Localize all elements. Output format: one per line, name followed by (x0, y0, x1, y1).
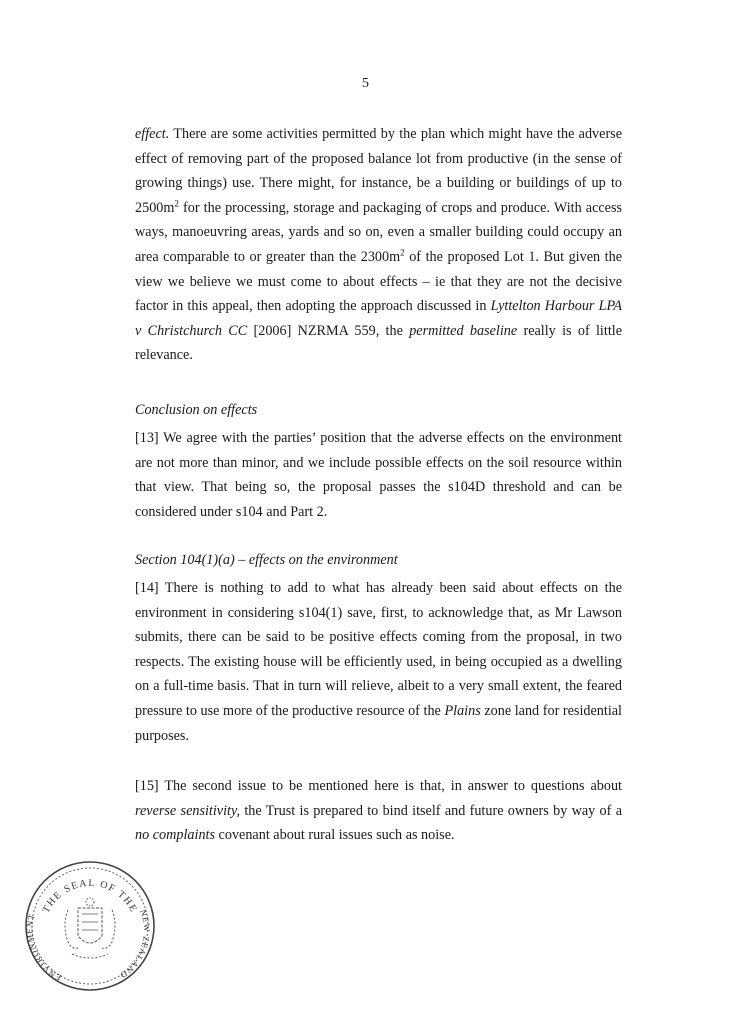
text-line: relevance. (135, 347, 193, 364)
text-line: environment in considering s104(1) save, first, to acknowledge that, as Mr Lawson (135, 604, 622, 621)
text-line: factor in this appeal, then adopting the approach discussed in Lyttelton Harbour LPA (135, 298, 623, 315)
paragraph-15 (135, 774, 622, 848)
text-line: purposes. (135, 727, 189, 744)
paragraph-13 (135, 426, 622, 524)
text-line: ways, manoeuvring areas, yards and so on, even a smaller building could occupy an (135, 224, 622, 241)
svg-text:NEW ZEALAND: NEW ZEALAND (117, 908, 153, 981)
text-line: submits, there can be said to be positive effects coming from the proposal, in two (135, 629, 622, 646)
text-line: no complaints covenant about rural issues such as noise. (135, 827, 455, 844)
section-heading-104: Section 104(1)(a) – effects on the environment (135, 552, 398, 568)
text-line: [15] The second issue to be mentioned here is that, in answer to questions about (135, 778, 622, 794)
text-line: are not more than minor, and we include possible effects on the soil resource within (135, 454, 622, 471)
text-line: respects. The existing house will be efficiently used, in being occupied as a dwelling (135, 653, 622, 670)
court-seal-stamp (22, 858, 158, 994)
text-line: that view. That being so, the proposal passes the s104D threshold and can be (135, 479, 622, 496)
text-line: on a full-time basis. That in turn will relieve, albeit to a very small extent, the feared (135, 678, 622, 695)
text-line: [14] There is nothing to add to what has already been said about effects on the (135, 580, 622, 596)
text-line: effect of removing part of the proposed balance lot from productive (in the sense of (135, 150, 622, 167)
text-line: view we believe we must come to about effects – ie that they are not the decisive (135, 273, 622, 290)
text-line: considered under s104 and Part 2. (135, 503, 328, 520)
paragraph-14 (135, 576, 622, 748)
text-line: $2500m^2$ for the processing, storage and packaging of crops and produce. With access (135, 198, 622, 216)
svg-text:ENVIRONMENT: ENVIRONMENT (24, 912, 63, 983)
crest-emblem-icon (65, 898, 115, 958)
text-line: v Christchurch CC [2006] NZRMA 559, the permitted baseline really is of little (135, 322, 622, 339)
text-line: reverse sensitivity, the Trust is prepared to bind itself and future owners by way of a (135, 802, 622, 819)
text-line: effect. There are some activities permitted by the plan which might have the adverse (135, 126, 622, 142)
svg-text:THE SEAL OF THE: THE SEAL OF THE (40, 877, 140, 915)
section-heading-conclusion: Conclusion on effects (135, 402, 258, 418)
paragraph-continuation (135, 122, 622, 368)
text-line: area comparable to or greater than the $2300m^2$ of the proposed Lot 1. But given the (135, 247, 623, 265)
text-line: [13] We agree with the parties’ position that the adverse effects on the environment (135, 430, 622, 446)
page-number: 5 (362, 76, 369, 91)
text-line: growing things) use. There might, for instance, be a building or buildings of up to (135, 175, 622, 192)
text-line: pressure to use more of the productive resource of the Plains zone land for residential (135, 702, 623, 719)
